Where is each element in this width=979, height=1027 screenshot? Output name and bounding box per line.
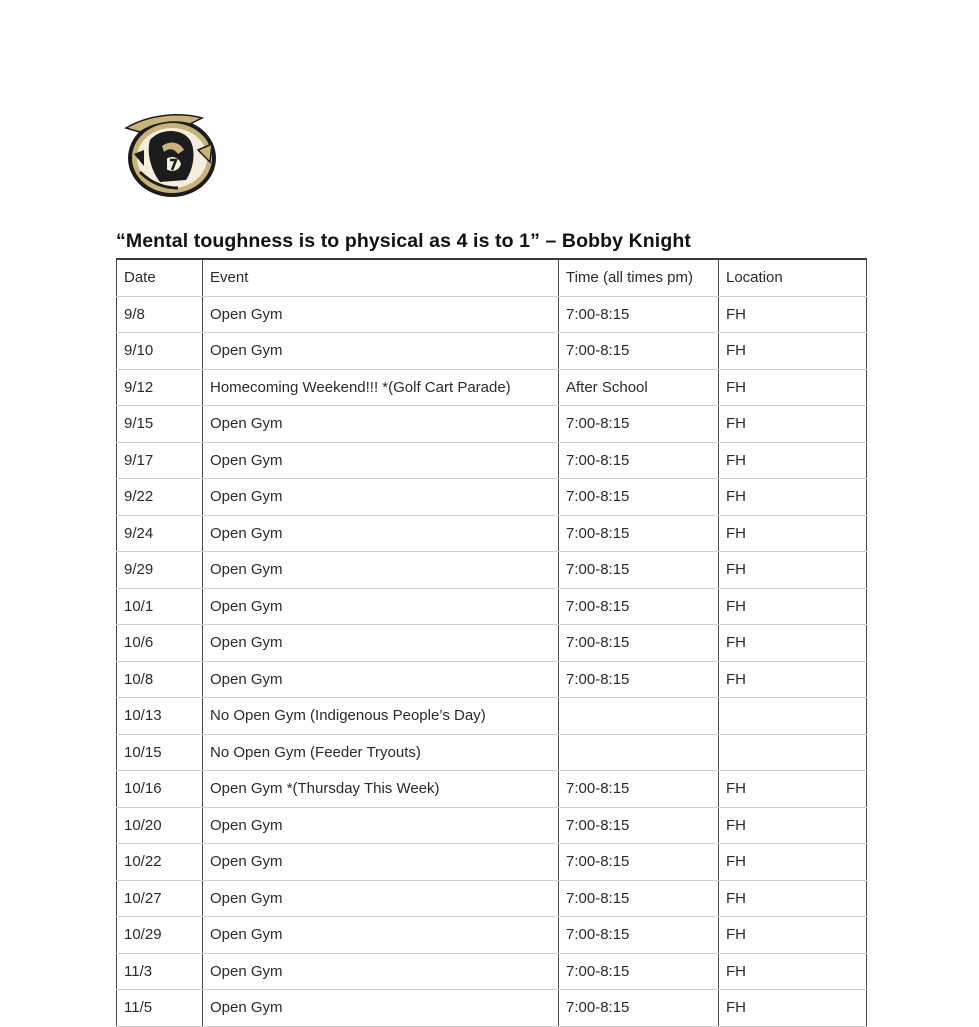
date-cell: 9/24	[117, 515, 203, 552]
time-cell: 7:00-8:15	[559, 296, 719, 333]
table-row	[117, 661, 867, 698]
table-row	[117, 296, 867, 333]
date-cell: 10/20	[117, 807, 203, 844]
date-cell: 10/27	[117, 880, 203, 917]
knight-mascot-logo	[120, 110, 222, 202]
date-cell: 10/6	[117, 625, 203, 662]
location-cell: FH	[719, 880, 867, 917]
date-cell: 9/29	[117, 552, 203, 589]
table-row	[117, 844, 867, 881]
table-row	[117, 807, 867, 844]
location-cell: FH	[719, 917, 867, 954]
column-header-date: Date	[117, 259, 203, 296]
date-cell: 11/5	[117, 990, 203, 1027]
location-cell: FH	[719, 953, 867, 990]
time-cell: 7:00-8:15	[559, 588, 719, 625]
time-cell: 7:00-8:15	[559, 552, 719, 589]
time-cell: 7:00-8:15	[559, 880, 719, 917]
time-cell: 7:00-8:15	[559, 661, 719, 698]
event-cell: Open Gym	[203, 406, 559, 443]
location-cell: FH	[719, 296, 867, 333]
time-cell	[559, 734, 719, 771]
time-cell: 7:00-8:15	[559, 844, 719, 881]
date-cell: 9/12	[117, 369, 203, 406]
location-cell: FH	[719, 661, 867, 698]
time-cell: 7:00-8:15	[559, 625, 719, 662]
event-cell: Open Gym	[203, 552, 559, 589]
date-cell: 9/15	[117, 406, 203, 443]
table-row	[117, 552, 867, 589]
schedule-table	[116, 258, 867, 1027]
event-cell: Open Gym	[203, 990, 559, 1027]
table-row	[117, 479, 867, 516]
location-cell: FH	[719, 990, 867, 1027]
event-cell: Open Gym	[203, 953, 559, 990]
table-row	[117, 406, 867, 443]
time-cell: 7:00-8:15	[559, 515, 719, 552]
time-cell: 7:00-8:15	[559, 990, 719, 1027]
date-cell: 9/10	[117, 333, 203, 370]
location-cell: FH	[719, 369, 867, 406]
location-cell	[719, 698, 867, 735]
table-row	[117, 442, 867, 479]
location-cell: FH	[719, 515, 867, 552]
date-cell: 10/1	[117, 588, 203, 625]
table-row	[117, 515, 867, 552]
date-cell: 9/8	[117, 296, 203, 333]
date-cell: 9/17	[117, 442, 203, 479]
date-cell: 10/22	[117, 844, 203, 881]
column-header-event: Event	[203, 259, 559, 296]
event-cell: Open Gym	[203, 588, 559, 625]
time-cell: 7:00-8:15	[559, 807, 719, 844]
date-cell: 10/16	[117, 771, 203, 808]
table-row	[117, 698, 867, 735]
event-cell: Open Gym *(Thursday This Week)	[203, 771, 559, 808]
date-cell: 10/13	[117, 698, 203, 735]
event-cell: Open Gym	[203, 333, 559, 370]
column-header-time: Time (all times pm)	[559, 259, 719, 296]
event-cell: Open Gym	[203, 296, 559, 333]
time-cell: 7:00-8:15	[559, 771, 719, 808]
table-row	[117, 734, 867, 771]
event-cell: Open Gym	[203, 442, 559, 479]
location-cell: FH	[719, 479, 867, 516]
date-cell: 10/8	[117, 661, 203, 698]
location-cell: FH	[719, 771, 867, 808]
event-cell: Open Gym	[203, 807, 559, 844]
table-row	[117, 771, 867, 808]
time-cell	[559, 698, 719, 735]
event-cell: Open Gym	[203, 917, 559, 954]
time-cell: 7:00-8:15	[559, 953, 719, 990]
time-cell: 7:00-8:15	[559, 406, 719, 443]
location-cell: FH	[719, 552, 867, 589]
date-cell: 10/15	[117, 734, 203, 771]
location-cell: FH	[719, 625, 867, 662]
event-cell: No Open Gym (Feeder Tryouts)	[203, 734, 559, 771]
location-cell: FH	[719, 442, 867, 479]
time-cell: 7:00-8:15	[559, 917, 719, 954]
table-header-row	[117, 259, 867, 296]
quote-heading: “Mental toughness is to physical as 4 is to 1” – Bobby Knight	[116, 230, 691, 252]
time-cell: 7:00-8:15	[559, 442, 719, 479]
table-row	[117, 369, 867, 406]
event-cell: Open Gym	[203, 844, 559, 881]
event-cell: Open Gym	[203, 880, 559, 917]
event-cell: Open Gym	[203, 515, 559, 552]
time-cell: After School	[559, 369, 719, 406]
table-row	[117, 588, 867, 625]
location-cell: FH	[719, 406, 867, 443]
table-row	[117, 990, 867, 1027]
event-cell: No Open Gym (Indigenous People’s Day)	[203, 698, 559, 735]
table-row	[117, 333, 867, 370]
event-cell: Open Gym	[203, 661, 559, 698]
location-cell: FH	[719, 807, 867, 844]
location-cell	[719, 734, 867, 771]
column-header-location: Location	[719, 259, 867, 296]
location-cell: FH	[719, 844, 867, 881]
event-cell: Open Gym	[203, 479, 559, 516]
date-cell: 10/29	[117, 917, 203, 954]
date-cell: 11/3	[117, 953, 203, 990]
event-cell: Open Gym	[203, 625, 559, 662]
time-cell: 7:00-8:15	[559, 333, 719, 370]
table-row	[117, 953, 867, 990]
location-cell: FH	[719, 333, 867, 370]
table-row	[117, 880, 867, 917]
location-cell: FH	[719, 588, 867, 625]
table-row	[117, 917, 867, 954]
time-cell: 7:00-8:15	[559, 479, 719, 516]
table-row	[117, 625, 867, 662]
event-cell: Homecoming Weekend!!! *(Golf Cart Parade)	[203, 369, 559, 406]
date-cell: 9/22	[117, 479, 203, 516]
